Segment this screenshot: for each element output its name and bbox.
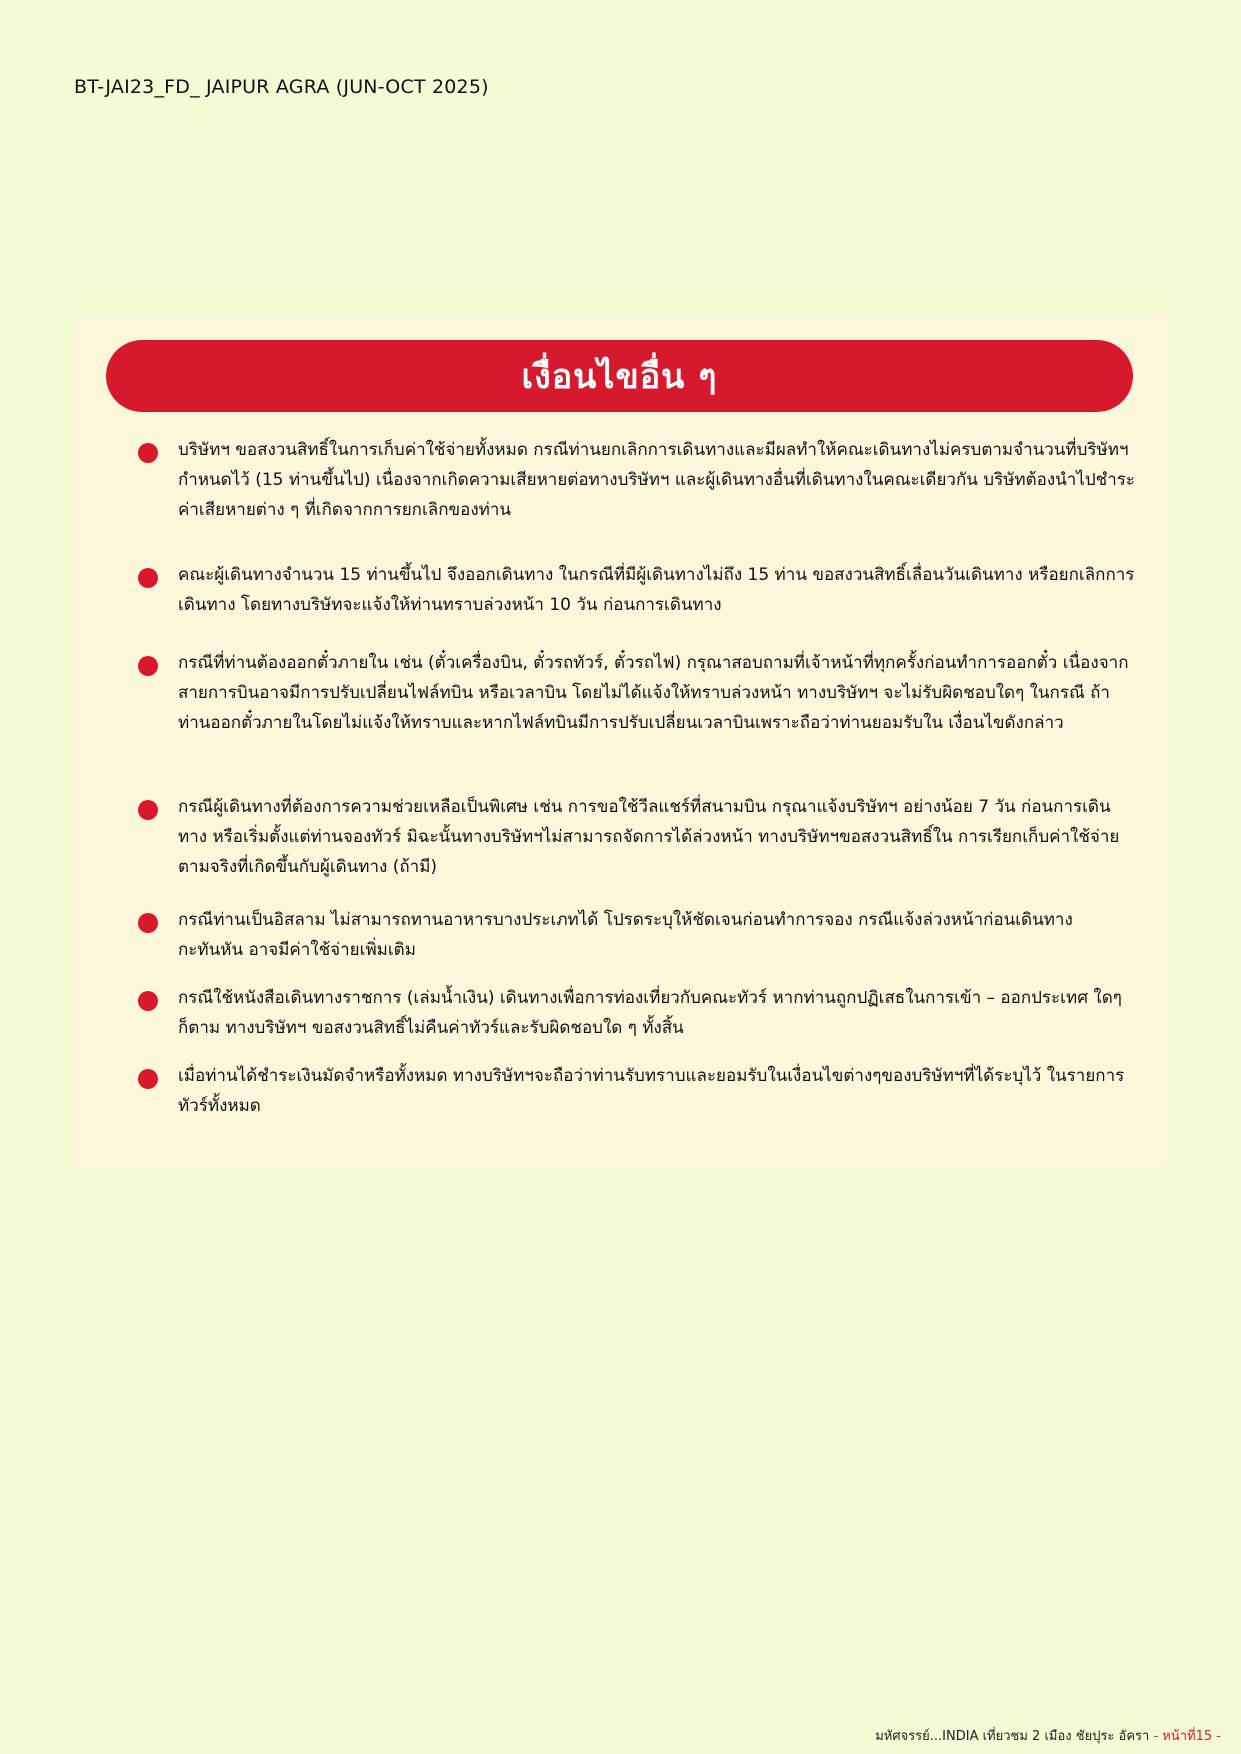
page-number: - หน้าที่15 - bbox=[1153, 1729, 1221, 1744]
condition-text: กรณีผู้เดินทางที่ต้องการความช่วยเหลือเป็นพิเศษ เช่น การขอใช้วีลแชร์ที่สนามบิน กรุณาแจ้งบริษัทฯ อย่างน้อย 7 วัน ก่อนการเดินทาง หรือเริ่มตั้งแต่ท่านจองทัวร์ มิฉะนั้นทางบริษัทฯไม่สามารถจัดการได้ล่วงหน้า ทางบริษัทฯขอสงวนสิทธิ์ใน การเรียกเก็บค่าใช้จ่ายตามจริงที่เกิดขึ้นกับผู้เดินทาง (ถ้ามี) bbox=[178, 797, 1120, 877]
section-title: เงื่อนไขอื่น ๆ bbox=[521, 357, 718, 397]
condition-text: กรณีท่านเป็นอิสลาม ไม่สามารถทานอาหารบางประเภทได้ โปรดระบุให้ชัดเจนก่อนทำการจอง กรณีแจ้งล่วงหน้าก่อนเดินทาง กะทันหัน อาจมีค่าใช้จ่ายเพิ่มเติม bbox=[178, 910, 1073, 960]
footer-program: มหัศจรรย์...INDIA เที่ยวชม 2 เมือง ชัยปุระ อัครา bbox=[875, 1729, 1150, 1744]
bullet-icon bbox=[138, 1069, 158, 1089]
condition-item bbox=[138, 435, 1138, 525]
condition-item bbox=[138, 983, 1138, 1043]
bullet-icon bbox=[138, 656, 158, 676]
condition-item bbox=[138, 792, 1138, 882]
document-code: BT-JAI23_FD_ JAIPUR AGRA (JUN-OCT 2025) bbox=[74, 76, 489, 98]
bullet-icon bbox=[138, 991, 158, 1011]
condition-text: เมื่อท่านได้ชำระเงินมัดจำหรือทั้งหมด ทางบริษัทฯจะถือว่าท่านรับทราบและยอมรับในเงื่อนไขต่างๆของบริษัทฯที่ได้ระบุไว้ ในรายการทัวร์ทั้งหมด bbox=[178, 1066, 1125, 1116]
condition-item bbox=[138, 648, 1138, 738]
condition-text: คณะผู้เดินทางจำนวน 15 ท่านขึ้นไป จึงออกเดินทาง ในกรณีที่มีผู้เดินทางไม่ถึง 15 ท่าน ขอสงวนสิทธิ์เลื่อนวันเดินทาง หรือยกเลิกการเดินทาง โดยทางบริษัทจะแจ้งให้ท่านทราบล่วงหน้า 10 วัน ก่อนการเดินทาง bbox=[178, 565, 1135, 615]
bullet-icon bbox=[138, 443, 158, 463]
section-banner bbox=[106, 340, 1133, 412]
condition-text: กรณีที่ท่านต้องออกตั๋วภายใน เช่น (ตั๋วเครื่องบิน, ตั๋วรถทัวร์, ตั๋วรถไฟ) กรุณาสอบถามที่เจ้าหน้าที่ทุกครั้งก่อนทำการออกตั๋ว เนื่องจากสายการบินอาจมีการปรับเปลี่ยนไฟล์ทบิน หรือเวลาบิน โดยไม่ได้แจ้งให้ทราบล่วงหน้า ทางบริษัทฯ จะไม่รับผิดชอบใดๆ ในกรณี ถ้าท่านออกตั๋วภายในโดยไม่แจ้งให้ทราบและหากไฟล์ทบินมีการปรับเปลี่ยนเวลาบินเพราะถือว่าท่านยอมรับใน เงื่อนไขดังกล่าว bbox=[178, 653, 1129, 733]
bullet-icon bbox=[138, 913, 158, 933]
condition-item bbox=[138, 1061, 1138, 1121]
page-footer bbox=[875, 1725, 1221, 1746]
condition-item bbox=[138, 905, 1138, 965]
conditions-panel bbox=[74, 315, 1168, 1168]
bullet-icon bbox=[138, 568, 158, 588]
condition-text: บริษัทฯ ขอสงวนสิทธิ์ในการเก็บค่าใช้จ่ายทั้งหมด กรณีท่านยกเลิกการเดินทางและมีผลทำให้คณะเดินทางไม่ครบตามจำนวนที่บริษัทฯ กำหนดไว้ (15 ท่านขึ้นไป) เนื่องจากเกิดความเสียหายต่อทางบริษัทฯ และผู้เดินทางอื่นที่เดินทางในคณะเดียวกัน บริษัทต้องนำไปชำระค่าเสียหายต่าง ๆ ที่เกิดจากการยกเลิกของท่าน bbox=[178, 440, 1136, 520]
bullet-icon bbox=[138, 800, 158, 820]
condition-item bbox=[138, 560, 1138, 620]
condition-text: กรณีใช้หนังสือเดินทางราชการ (เล่มน้ำเงิน) เดินทางเพื่อการท่องเที่ยวกับคณะทัวร์ หากท่านถูกปฏิเสธในการเข้า – ออกประเทศ ใดๆ ก็ตาม ทางบริษัทฯ ขอสงวนสิทธิ์ไม่คืนค่าทัวร์และรับผิดชอบใด ๆ ทั้งสิ้น bbox=[178, 988, 1122, 1038]
